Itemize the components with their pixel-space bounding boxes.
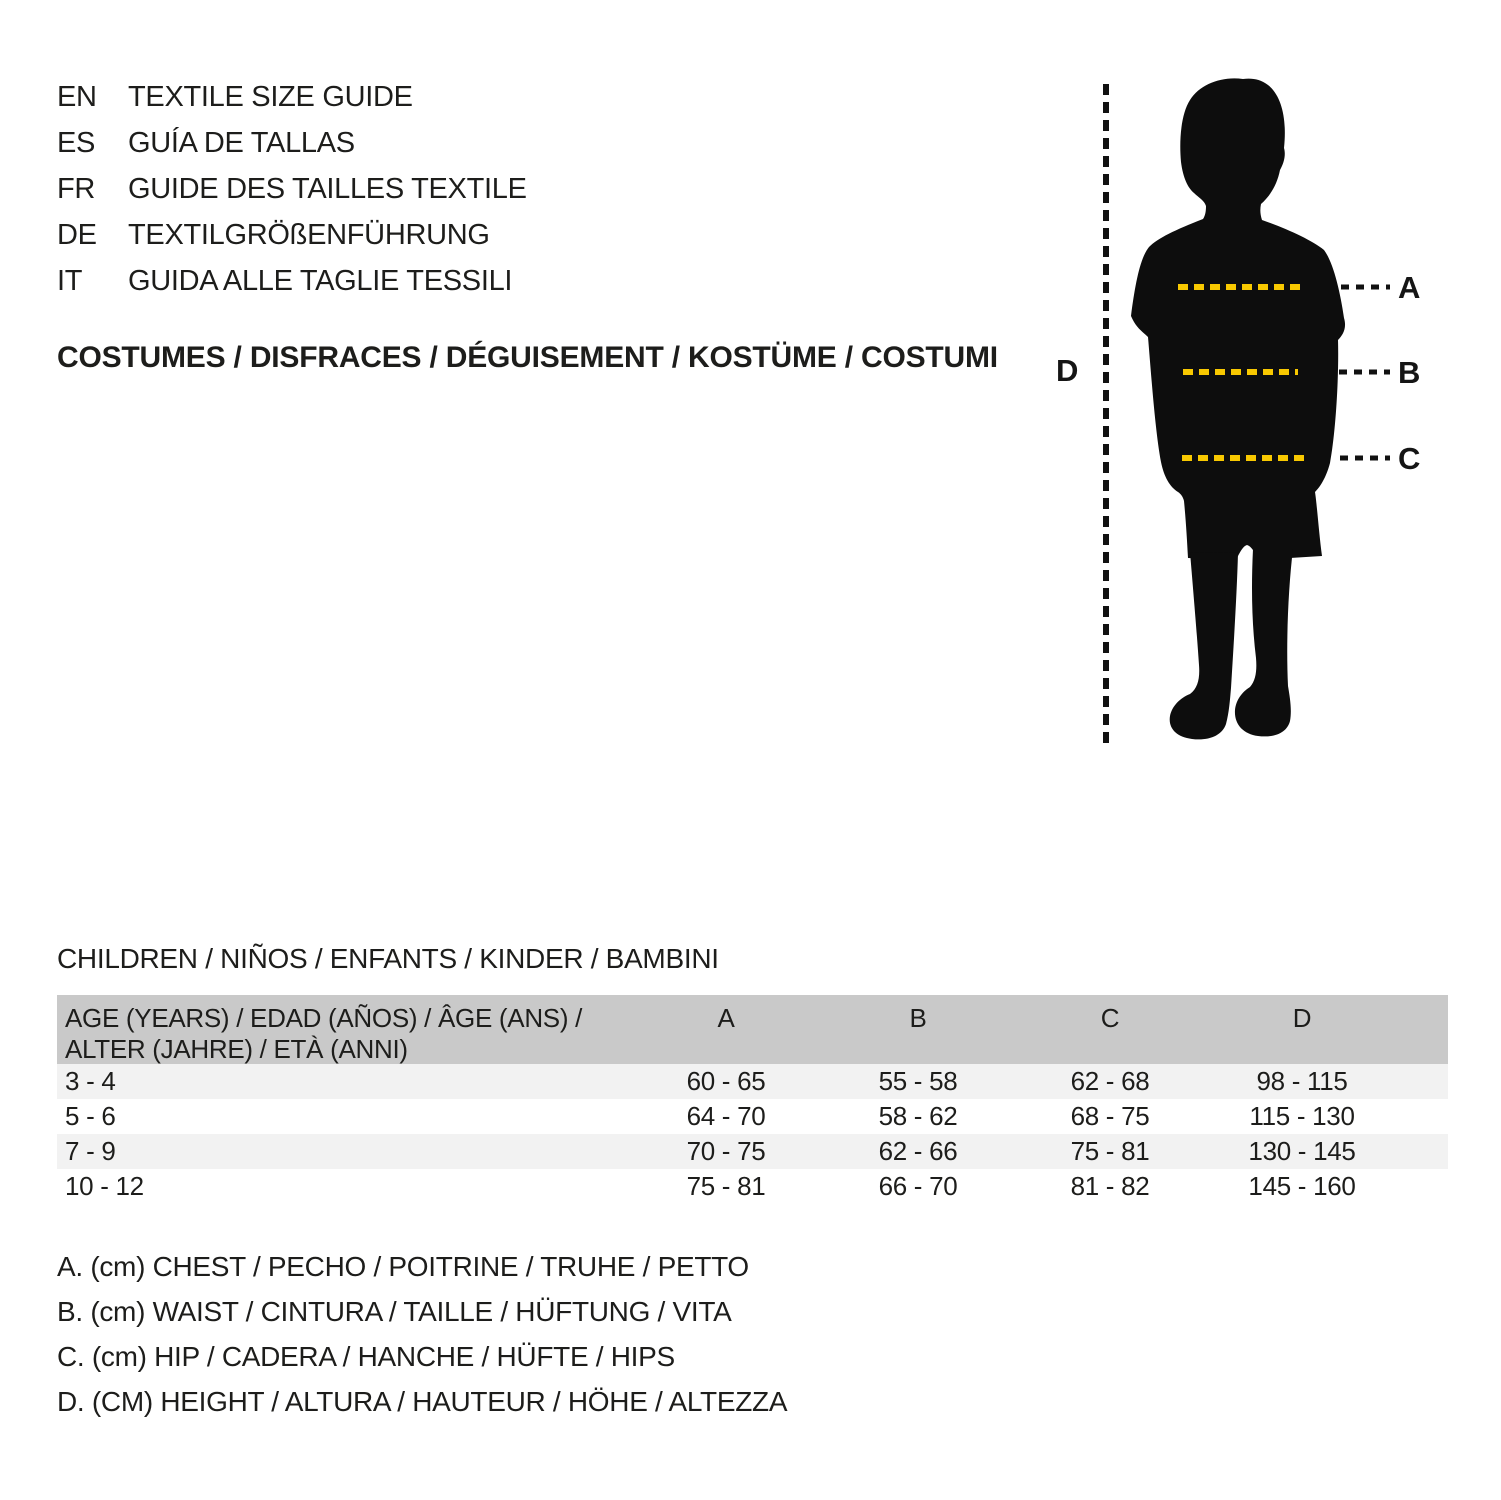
- lang-code-en: EN: [57, 80, 97, 113]
- measure-label-d: D: [1056, 353, 1079, 388]
- lang-row-es: [57, 120, 527, 166]
- table-row: [57, 1064, 1448, 1099]
- legend-item-height: D. (CM) HEIGHT / ALTURA / HAUTEUR / HÖHE / ALTEZZA: [57, 1386, 788, 1417]
- hip-cell: 81 - 82: [1070, 1171, 1150, 1201]
- lang-row-de: [57, 212, 527, 258]
- legend-item-chest: A. (cm) CHEST / PECHO / POITRINE / TRUHE / PETTO: [57, 1251, 749, 1282]
- age-column-header: [57, 995, 630, 1065]
- measure-label-c: C: [1398, 441, 1421, 476]
- column-header-b: B: [909, 1003, 927, 1033]
- age-cell: 3 - 4: [65, 1066, 116, 1096]
- waist-cell: 66 - 70: [878, 1171, 958, 1201]
- lang-label-es: GUÍA DE TALLAS: [128, 126, 355, 159]
- hip-cell: 75 - 81: [1070, 1136, 1150, 1166]
- waist-cell: 58 - 62: [878, 1101, 958, 1131]
- child-silhouette-left-leg: [1170, 552, 1238, 739]
- child-silhouette-right-leg: [1235, 549, 1293, 736]
- language-title-block: [57, 74, 527, 304]
- column-header-d: D: [1292, 1003, 1312, 1033]
- child-silhouette-figure: [1040, 60, 1440, 760]
- lang-label-fr: GUIDE DES TAILLES TEXTILE: [128, 172, 527, 205]
- lang-label-en: TEXTILE SIZE GUIDE: [128, 80, 413, 113]
- chest-cell: 64 - 70: [686, 1101, 766, 1131]
- hip-cell: 68 - 75: [1070, 1101, 1150, 1131]
- waist-cell: 62 - 66: [878, 1136, 958, 1166]
- measure-label-a: A: [1398, 270, 1421, 305]
- table-row: [57, 1134, 1448, 1169]
- age-column-header-line1: AGE (YEARS) / EDAD (AÑOS) / ÂGE (ANS) /: [65, 1003, 583, 1033]
- lang-label-de: TEXTILGRÖßENFÜHRUNG: [128, 218, 490, 251]
- lang-row-fr: [57, 166, 527, 212]
- lang-code-it: IT: [57, 264, 83, 297]
- height-cell: 130 - 145: [1248, 1136, 1356, 1166]
- chest-cell: 75 - 81: [686, 1171, 766, 1201]
- lang-row-it: [57, 258, 527, 304]
- measurement-legend: [57, 1244, 787, 1424]
- child-silhouette: [1131, 78, 1345, 560]
- chest-cell: 70 - 75: [686, 1136, 766, 1166]
- waist-cell: 55 - 58: [878, 1066, 958, 1096]
- age-cell: 10 - 12: [65, 1171, 144, 1201]
- legend-item-hip: C. (cm) HIP / CADERA / HANCHE / HÜFTE / HIPS: [57, 1341, 675, 1372]
- size-table: [57, 995, 1448, 1204]
- legend-item-waist: B. (cm) WAIST / CINTURA / TAILLE / HÜFTUNG / VITA: [57, 1296, 732, 1327]
- category-title: COSTUMES / DISFRACES / DÉGUISEMENT / KOSTÜME / COSTUMI: [57, 341, 998, 374]
- height-cell: 98 - 115: [1256, 1066, 1348, 1096]
- children-section-title: CHILDREN / NIÑOS / ENFANTS / KINDER / BAMBINI: [57, 943, 719, 974]
- lang-row-en: [57, 74, 527, 120]
- hip-cell: 62 - 68: [1070, 1066, 1150, 1096]
- column-header-a: A: [717, 1003, 735, 1033]
- table-row: [57, 1169, 1448, 1204]
- lang-code-es: ES: [57, 126, 96, 159]
- column-header-c: C: [1100, 1003, 1120, 1033]
- size-table-header-row: [57, 995, 1448, 1064]
- age-cell: 5 - 6: [65, 1101, 116, 1131]
- lang-code-fr: FR: [57, 172, 96, 205]
- chest-cell: 60 - 65: [686, 1066, 766, 1096]
- table-row: [57, 1099, 1448, 1134]
- age-cell: 7 - 9: [65, 1136, 116, 1166]
- height-cell: 145 - 160: [1248, 1171, 1356, 1201]
- height-cell: 115 - 130: [1249, 1101, 1355, 1131]
- lang-label-it: GUIDA ALLE TAGLIE TESSILI: [128, 264, 513, 297]
- age-column-header-line2: ALTER (JAHRE) / ETÀ (ANNI): [65, 1034, 408, 1064]
- measure-label-b: B: [1398, 355, 1421, 390]
- lang-code-de: DE: [57, 218, 97, 251]
